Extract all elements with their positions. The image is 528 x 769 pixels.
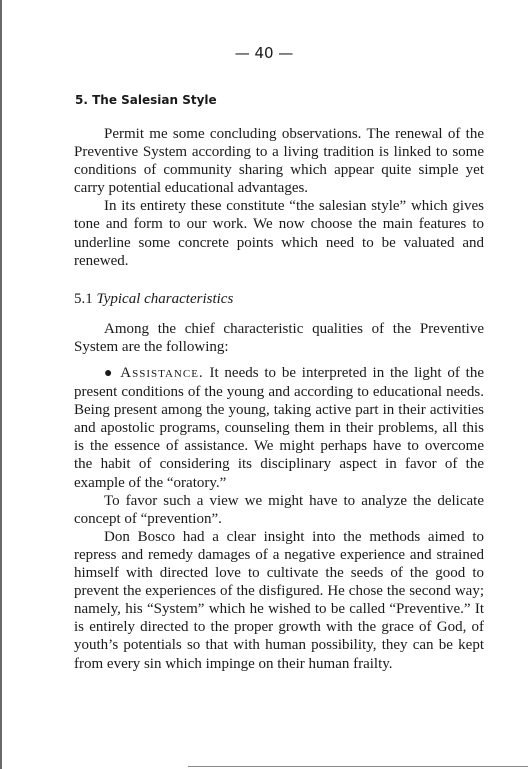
- bullet-icon: ●: [104, 366, 115, 381]
- assistance-paragraph: [74, 364, 484, 492]
- paragraph: Don Bosco had a clear insight into the methods aimed to repress and remedy damages of a negative experience and strained himself with directed love to cultivate the seeds of the good to prevent the experiences of the disfigured. He chose the second way; namely, his “System” which he wished to be called “Preventive.” It is entirely directed to the proper growth with the grace of God, of youth’s potentials so that with human possibility, they can be kept from every sin which impinge on their human frailty.: [74, 528, 484, 672]
- subsection-heading: [74, 291, 233, 308]
- paragraph: Among the chief characteristic qualities of the Preventive System are the following:: [74, 321, 484, 356]
- page-number: — 40 —: [234, 44, 294, 62]
- assistance-term: Assistance.: [120, 365, 204, 381]
- subsection-title: Typical characteristics: [96, 291, 234, 307]
- subsection-number: 5.1: [74, 291, 93, 307]
- bottom-rule: [188, 766, 528, 767]
- paragraph: Permit me some concluding observations. The renewal of the Preventive System according to a living tradition is linked to some conditions of community sharing which appear quite simple yet carry potential educational advantages.: [74, 126, 484, 197]
- section-heading: 5. The Salesian Style: [75, 93, 217, 107]
- assistance-body: It needs to be interpreted in the light of the present conditions of the young and according to educational needs. Being present among the young, taking active part in their activities and apostolic programs, counseling them in their problems, all this is the essence of assistance. We might perhaps have to overcome the habit of considering its disciplinary aspect in favor of the example of the “oratory.”: [74, 365, 484, 491]
- lead-text: [74, 320, 484, 356]
- paragraph: To favor such a view we might have to analyze the delicate concept of “prevention”.: [74, 492, 484, 527]
- assistance-text: [74, 364, 484, 673]
- paragraph: In its entirety these constitute “the salesian style” which gives tone and form to our work. We now choose the main features to underline some concrete points which need to be valuated and renewed.: [74, 198, 484, 269]
- page-edge-line: [0, 0, 2, 769]
- intro-text: [74, 125, 484, 270]
